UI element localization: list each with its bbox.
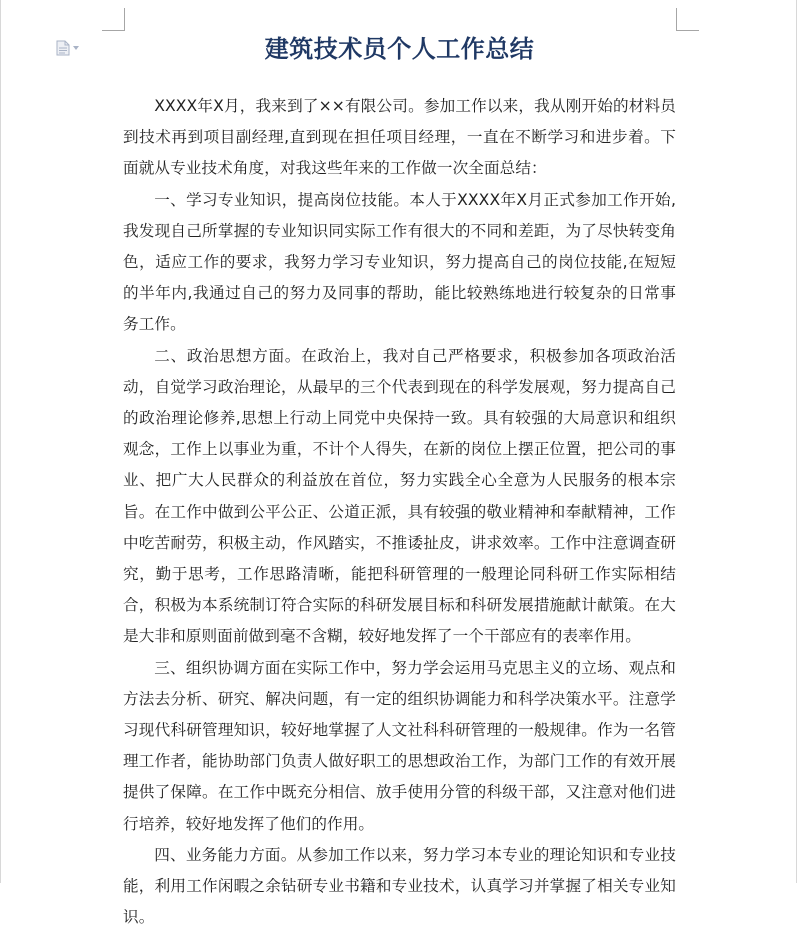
document-title: 建筑技术员个人工作总结 — [264, 34, 535, 63]
paragraph-business: 四、业务能力方面。从参加工作以来，努力学习本专业的理论知识和专业技能，利用工作闲暇之余钻研专业书籍和专业技术，认真学习并掌握了相关专业知识。 — [123, 845, 676, 927]
page-margin-mark-top-left — [102, 8, 125, 31]
paragraph-coordination: 三、组织协调方面在实际工作中，努力学会运用马克思主义的立场、观点和方法去分析、研究、解决问题，有一定的组织协调能力和科学决策水平。注意学习现代科研管理知识，较好地掌握了人文社科科研管理的一般规律。作为一名管理工作者，能协助部门负责人做好职工的思想政治工作，为部门工作的有效开展提供了保障。在工作中既充分相信、放手使用分管的科级干部，又注意对他们进行培养，较好地发挥了他们的作用。 — [123, 658, 676, 833]
page-margin-mark-top-right — [676, 8, 699, 31]
paragraph-politics: 二、政治思想方面。在政治上，我对自己严格要求，积极参加各项政治活动，自觉学习政治理论，从最早的三个代表到现在的科学发展观，努力提高自己的政治理论修养,思想上行动上同党中央保持一致。具有较强的大局意识和组织观念，工作上以事业为重，不计个人得失，在新的岗位上摆正位置，把公司的事业、把广大人民群众的利益放在首位，努力实践全心全意为人民服务的根本宗旨。在工作中做到公平公正、公道正派，具有较强的敬业精神和奉献精神，工作中吃苦耐劳，积极主动，作风踏实，不推诿扯皮，讲求效率。工作中注意调查研究，勤于思考，工作思路清晰，能把科研管理的一般理论同科研工作实际相结合，积极为本系统制订符合实际的科研发展目标和科研发展措施献计献策。在大是大非和原则面前做到毫不含糊，较好地发挥了一个干部应有的表率作用。 — [123, 346, 676, 646]
paragraph-study: 一、学习专业知识，提高岗位技能。本人于XXXX年X月正式参加工作开始,我发现自己所掌握的专业知识同实际工作有很大的不同和差距，为了尽快转变角色，适应工作的要求，我努力学习专业知识，努力提高自己的岗位技能,在短短的半年内,我通过自己的努力及同事的帮助，能比较熟练地进行较复杂的日常事务工作。 — [123, 190, 676, 334]
paragraph-intro: XXXX年X月，我来到了××有限公司。参加工作以来，我从刚开始的材料员到技术再到项目副经理,直到现在担任项目经理，一直在不断学习和进步着。下面就从专业技术角度，对我这些年来的工作做一次全面总结： — [123, 97, 676, 178]
document-body — [123, 91, 676, 933]
